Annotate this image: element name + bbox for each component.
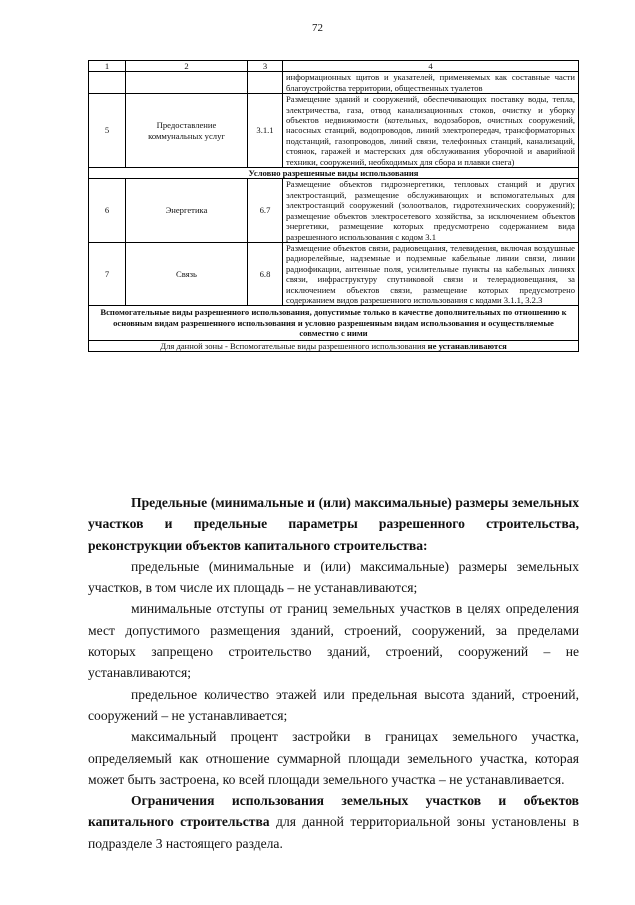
paragraph: максимальный процент застройки в границах земельного участка, определяемый как отношение суммарной площади земельного участка, которая может быть застроена, ко всей площади земельного участка – не устанавливается.	[88, 729, 579, 787]
use-type-code: 6.8	[248, 242, 283, 305]
page-number: 72	[312, 22, 323, 34]
use-type-description: Размещение объектов гидроэнергетики, тепловых станций и других электростанций, размещение обслуживающих и вспомогательных для электростанций сооружений (золоотвалов, гидротехнических сооружений); размещение объектов электросетевого хозяйства, за исключением объектов энергетики, размещение которых предусмотрено содержанием вида разрешенного использования с кодом 3.1	[283, 179, 579, 242]
auxiliary-note-suffix: не устанавливаются	[427, 340, 507, 351]
use-type-name: Предоставление коммунальных услуг	[126, 94, 248, 168]
paragraph: минимальные отступы от границ земельных участков в целях определения мест допустимого размещения зданий, строений, сооружений, за пределами которых запрещено строительство зданий, строений, сооружений – не устанавливаются;	[88, 601, 579, 681]
restrictions-bold: Ограничения использования земельных участков и объектов капитального строительства	[88, 793, 579, 830]
paragraph: предельные (минимальные и (или) максимальные) размеры земельных участков, в том числе их площадь – не устанавливаются;	[88, 558, 579, 596]
table-row	[89, 94, 579, 168]
table-row	[89, 242, 579, 305]
use-type-name: Связь	[126, 242, 248, 305]
auxiliary-note	[89, 340, 579, 351]
auxiliary-note-prefix: Для данной зоны - Вспомогательные виды разрешенного использования	[160, 340, 426, 351]
auxiliary-heading: Вспомогательные виды разрешенного использования, допустимые только в качестве дополнительных по отношению к основным видам разрешенного использования и условно разрешенным видам использования и осуществляемые совместно с ними	[89, 306, 579, 340]
table-header-row	[89, 61, 579, 72]
header-col-1: 1	[89, 61, 126, 72]
paragraph: предельное количество этажей или предельная высота зданий, строений, сооружений – не устанавливается;	[88, 686, 579, 723]
use-type-description: Размещение зданий и сооружений, обеспечивающих поставку воды, тепла, электричества, газа, отвод канализационных стоков, очистку и уборку объектов недвижимости (котельных, водозаборов, очистных сооружений, насосных станций, водопроводов, линий электропередач, трансформаторных подстанций, газопроводов, линий связи, телефонных станций, канализаций, стоянок, гаражей и мастерских для обслуживания уборочной и аварийной техники, сооружений, необходимых для сбора и плавки снега)	[283, 94, 579, 168]
auxiliary-section-row	[89, 306, 579, 340]
use-type-description: Размещение объектов связи, радиовещания, телевидения, включая воздушные радиорелейные, надземные и подземные кабельные линии связи, линии радиофикации, антенные поля, усилительные пункты на кабельных линиях связи, инфраструктуру спутниковой связи и телерадиовещания, за исключением объектов связи, размещение которых предусмотрено содержанием видов разрешенного использования с кодами 3.1.1, 3.2.3	[283, 242, 579, 305]
auxiliary-note-row	[89, 340, 579, 351]
conditional-heading: Условно разрешенные виды использования	[89, 168, 579, 179]
row-number: 6	[89, 179, 126, 242]
regulations-text	[88, 492, 579, 854]
land-use-table	[88, 60, 579, 352]
restrictions-paragraph	[88, 790, 579, 854]
row-number: 5	[89, 94, 126, 168]
use-type-name: Энергетика	[126, 179, 248, 242]
use-type-code: 6.7	[248, 179, 283, 242]
restrictions-rest: для данной территориальной зоны установлены в подразделе 3 настоящего раздела.	[88, 814, 579, 851]
row-number: 7	[89, 242, 126, 305]
table-row	[89, 179, 579, 242]
header-col-3: 3	[248, 61, 283, 72]
conditional-section-row	[89, 168, 579, 179]
header-col-4: 4	[283, 61, 579, 72]
table-row-continuation	[89, 72, 579, 94]
limits-heading: Предельные (минимальные и (или) максимальные) размеры земельных участков и предельные параметры разрешенного строительства, реконструкции объектов капитального строительства:	[88, 495, 579, 553]
continuation-description: информационных щитов и указателей, применяемых как составные части благоустройства территории, общественных туалетов	[283, 72, 579, 94]
header-col-2: 2	[126, 61, 248, 72]
use-type-code: 3.1.1	[248, 94, 283, 168]
